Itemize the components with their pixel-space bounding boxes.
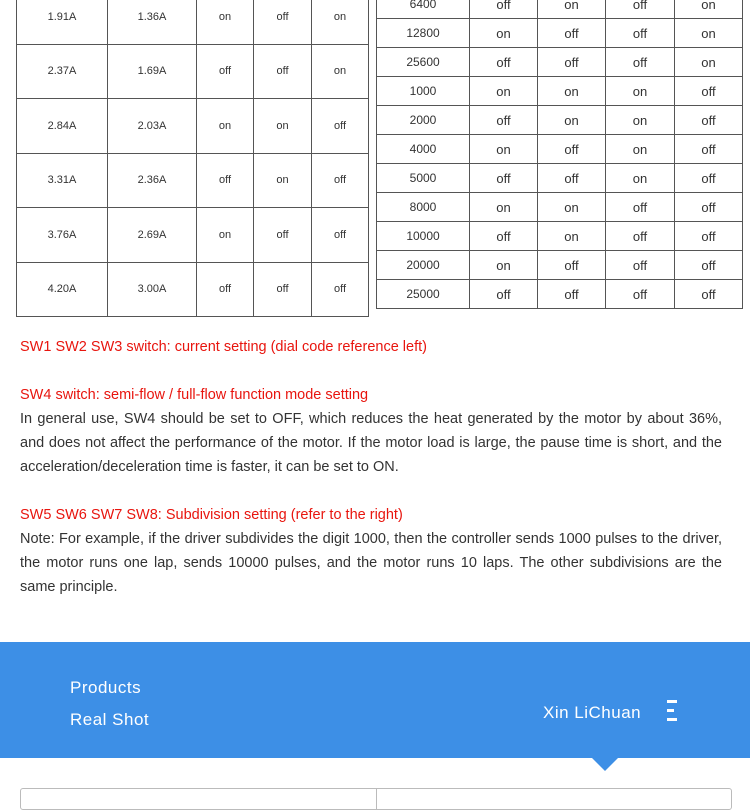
table-cell: on: [254, 153, 312, 208]
table-cell: on: [470, 135, 538, 164]
table-cell: off: [675, 164, 743, 193]
table-cell: off: [197, 153, 254, 208]
table-cell: on: [606, 106, 675, 135]
subdivision-row: [377, 77, 743, 106]
table-cell: off: [606, 280, 675, 309]
current-row: [17, 0, 369, 44]
table-cell: off: [538, 164, 606, 193]
table-cell: off: [675, 77, 743, 106]
banner-pointer: [592, 758, 618, 771]
current-row: [17, 208, 369, 263]
table-cell: 6400: [377, 0, 470, 19]
table-cell: off: [538, 251, 606, 280]
product-image-frame: [20, 788, 732, 810]
subdivision-row: [377, 222, 743, 251]
table-cell: on: [197, 208, 254, 263]
table-cell: on: [470, 77, 538, 106]
banner-line1: Products: [70, 678, 142, 697]
table-cell: off: [538, 48, 606, 77]
table-cell: on: [675, 0, 743, 19]
table-cell: 2.03A: [108, 99, 197, 154]
current-row: [17, 99, 369, 154]
table-cell: off: [606, 193, 675, 222]
current-setting-table: [16, 0, 369, 317]
table-cell: off: [470, 164, 538, 193]
table-cell: off: [312, 153, 369, 208]
subdivision-row: [377, 19, 743, 48]
banner-title: [70, 672, 149, 736]
table-cell: off: [675, 251, 743, 280]
table-cell: 4.20A: [17, 262, 108, 317]
table-cell: off: [675, 222, 743, 251]
table-cell: off: [470, 222, 538, 251]
table-cell: off: [538, 19, 606, 48]
table-cell: on: [538, 222, 606, 251]
sw4-heading: SW4 switch: semi-flow / full-flow function mode setting: [20, 387, 369, 403]
subdivision-row: [377, 164, 743, 193]
table-cell: 4000: [377, 135, 470, 164]
products-banner: [0, 642, 750, 758]
table-cell: 1.36A: [108, 0, 197, 44]
table-cell: on: [675, 48, 743, 77]
table-cell: 2.69A: [108, 208, 197, 263]
frame-divider: [376, 789, 377, 809]
table-cell: on: [470, 19, 538, 48]
sw5678-body: Note: For example, if the driver subdivides the digit 1000, then the controller sends 1000 pulses to the driver, the motor runs one lap, sends 10000 pulses, and the motor runs 10 laps. The other subdivisions are the same principle.: [20, 531, 722, 595]
table-cell: off: [197, 262, 254, 317]
table-cell: on: [606, 164, 675, 193]
table-cell: off: [675, 135, 743, 164]
sw5678-heading: SW5 SW6 SW7 SW8: Subdivision setting (refer to the right): [20, 507, 403, 523]
subdivision-row: [377, 0, 743, 19]
table-cell: off: [197, 44, 254, 99]
table-cell: 1.91A: [17, 0, 108, 44]
table-cell: 10000: [377, 222, 470, 251]
current-row: [17, 153, 369, 208]
table-cell: on: [470, 251, 538, 280]
table-cell: off: [254, 262, 312, 317]
menu-icon[interactable]: [667, 700, 677, 722]
table-cell: on: [538, 106, 606, 135]
table-cell: 25600: [377, 48, 470, 77]
table-cell: on: [470, 193, 538, 222]
table-cell: off: [675, 280, 743, 309]
table-cell: on: [254, 99, 312, 154]
table-cell: 3.76A: [17, 208, 108, 263]
sw123-heading: SW1 SW2 SW3 switch: current setting (dial code reference left): [20, 339, 427, 355]
subdivision-row: [377, 135, 743, 164]
table-cell: 5000: [377, 164, 470, 193]
table-cell: 25000: [377, 280, 470, 309]
subdivision-row: [377, 251, 743, 280]
table-cell: off: [606, 222, 675, 251]
table-cell: on: [312, 44, 369, 99]
table-cell: on: [538, 77, 606, 106]
table-cell: on: [197, 99, 254, 154]
subdivision-row: [377, 106, 743, 135]
table-cell: off: [312, 99, 369, 154]
table-cell: on: [538, 0, 606, 19]
banner-line2: Real Shot: [70, 710, 150, 729]
table-cell: 3.00A: [108, 262, 197, 317]
table-cell: off: [606, 0, 675, 19]
table-cell: on: [538, 193, 606, 222]
table-cell: off: [675, 193, 743, 222]
table-cell: off: [470, 280, 538, 309]
subdivision-table: [376, 0, 743, 309]
table-cell: off: [606, 251, 675, 280]
table-cell: 12800: [377, 19, 470, 48]
table-cell: off: [470, 48, 538, 77]
table-cell: off: [606, 19, 675, 48]
table-cell: 3.31A: [17, 153, 108, 208]
table-cell: off: [254, 0, 312, 44]
table-cell: on: [606, 135, 675, 164]
table-cell: off: [538, 280, 606, 309]
table-cell: on: [675, 19, 743, 48]
table-cell: 1000: [377, 77, 470, 106]
table-cell: off: [312, 262, 369, 317]
current-row: [17, 44, 369, 99]
table-cell: off: [254, 44, 312, 99]
table-cell: off: [312, 208, 369, 263]
table-cell: off: [675, 106, 743, 135]
table-cell: 2.36A: [108, 153, 197, 208]
table-cell: on: [606, 77, 675, 106]
table-cell: off: [538, 135, 606, 164]
table-cell: off: [470, 106, 538, 135]
table-cell: 2.84A: [17, 99, 108, 154]
current-row: [17, 262, 369, 317]
table-cell: off: [606, 48, 675, 77]
table-cell: 2.37A: [17, 44, 108, 99]
table-cell: 8000: [377, 193, 470, 222]
sw4-body: In general use, SW4 should be set to OFF, which reduces the heat generated by the motor by about 36%, and does not affect the performance of the motor. If the motor load is large, the pause time is short, and the acceleration/deceleration time is faster, it can be set to ON.: [20, 411, 722, 475]
brand-name: Xin LiChuan: [543, 703, 642, 722]
table-cell: on: [197, 0, 254, 44]
subdivision-row: [377, 193, 743, 222]
table-cell: 1.69A: [108, 44, 197, 99]
table-cell: 20000: [377, 251, 470, 280]
subdivision-row: [377, 48, 743, 77]
table-cell: off: [254, 208, 312, 263]
subdivision-row: [377, 280, 743, 309]
table-cell: off: [470, 0, 538, 19]
table-cell: on: [312, 0, 369, 44]
table-cell: 2000: [377, 106, 470, 135]
